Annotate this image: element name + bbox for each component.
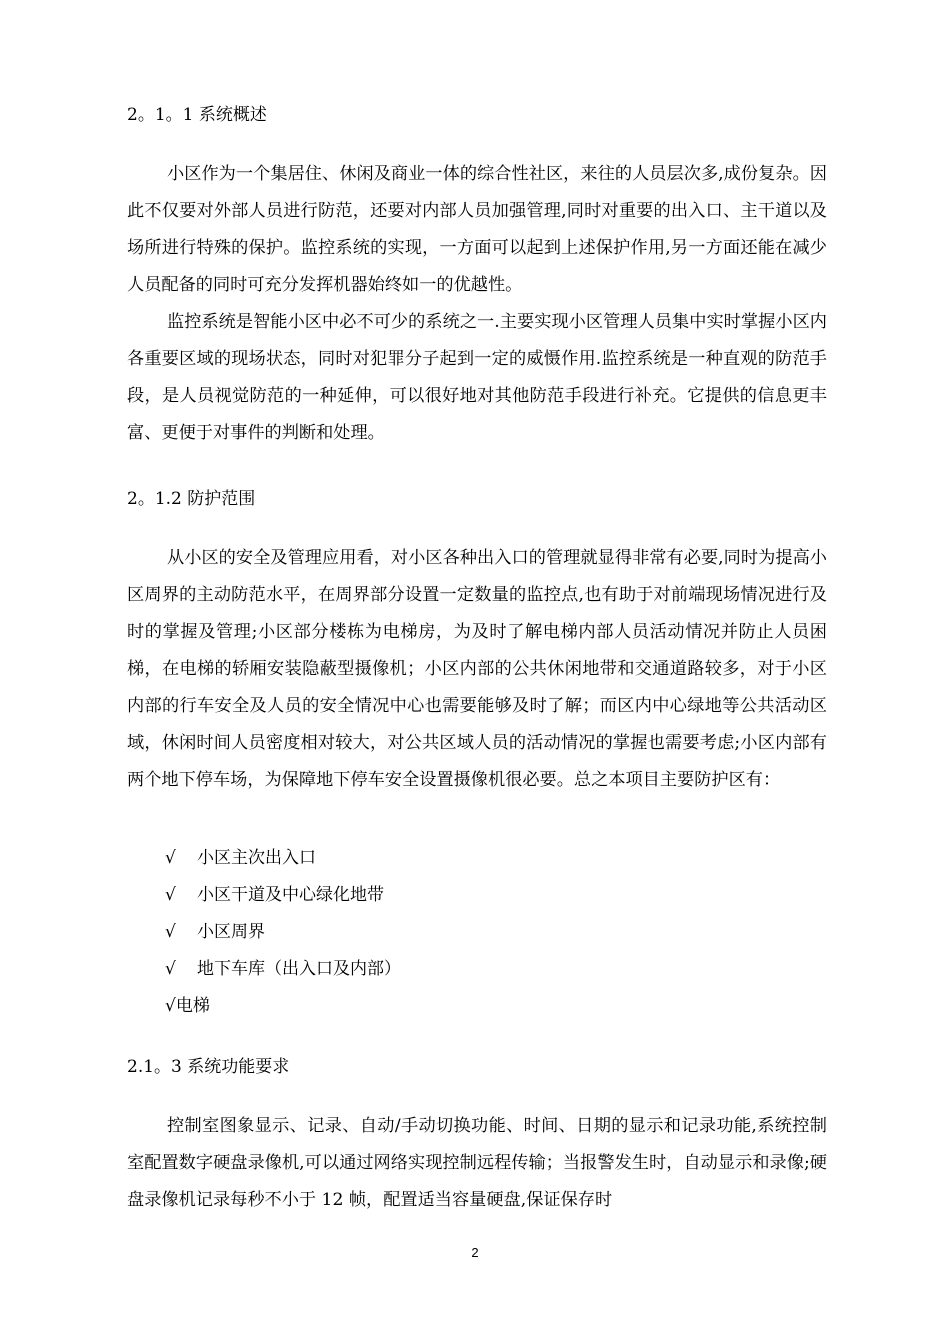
- check-mark-icon: √: [165, 885, 176, 905]
- protection-area-item: [165, 996, 210, 1016]
- check-mark-icon: √: [165, 959, 176, 979]
- page-number: 2: [471, 1245, 479, 1260]
- protection-area-label: 小区干道及中心绿化地带: [197, 885, 384, 905]
- protection-area-label: 地下车库（出入口及内部）: [197, 959, 401, 979]
- check-mark-icon: √: [165, 922, 176, 942]
- section-heading-2-1-3: 2.1。3 系统功能要求: [127, 1057, 290, 1077]
- protection-area-label: 电梯: [175, 996, 210, 1016]
- protection-area-item: [165, 922, 265, 942]
- protection-area-item: [165, 959, 401, 979]
- protection-area-label: 小区周界: [197, 922, 265, 942]
- check-mark-icon: √: [165, 848, 176, 868]
- protection-area-label: 小区主次出入口: [197, 848, 316, 868]
- paragraph-function-requirements: 控制室图象显示、记录、自动/手动切换功能、时间、日期的显示和记录功能,系统控制室配置数字硬盘录像机,可以通过网络实现控制远程传输；当报警发生时，自动显示和录像;硬盘录像机记录每秒不小于 12 帧，配置适当容量硬盘,保证保存时: [127, 1116, 827, 1210]
- protection-area-item: [165, 885, 384, 905]
- paragraph-overview-1: 小区作为一个集居住、休闲及商业一体的综合性社区，来往的人员层次多,成份复杂。因此不仅要对外部人员进行防范，还要对内部人员加强管理,同时对重要的出入口、主干道以及场所进行特殊的保护。监控系统的实现，一方面可以起到上述保护作用,另一方面还能在减少人员配备的同时可充分发挥机器始终如一的优越性。: [127, 164, 827, 295]
- paragraph-overview-2: 监控系统是智能小区中必不可少的系统之一.主要实现小区管理人员集中实时掌握小区内各重要区域的现场状态，同时对犯罪分子起到一定的威慑作用.监控系统是一种直观的防范手段，是人员视觉防范的一种延伸，可以很好地对其他防范手段进行补充。它提供的信息更丰富、更便于对事件的判断和处理。: [127, 312, 827, 443]
- check-mark-icon: √: [165, 996, 176, 1016]
- section-heading-2-1-2: 2。1.2 防护范围: [127, 489, 256, 509]
- protection-area-item: [165, 848, 316, 868]
- section-heading-2-1-1: 2。1。1 系统概述: [127, 105, 267, 125]
- paragraph-protection-scope: 从小区的安全及管理应用看，对小区各种出入口的管理就显得非常有必要,同时为提高小区周界的主动防范水平，在周界部分设置一定数量的监控点,也有助于对前端现场情况进行及时的掌握及管理;小区部分楼栋为电梯房，为及时了解电梯内部人员活动情况并防止人员困梯，在电梯的轿厢安装隐蔽型摄像机；小区内部的公共休闲地带和交通道路较多，对于小区内部的行车安全及人员的安全情况中心也需要能够及时了解；而区内中心绿地等公共活动区域，休闲时间人员密度相对较大，对公共区域人员的活动情况的掌握也需要考虑;小区内部有两个地下停车场，为保障地下停车安全设置摄像机很必要。总之本项目主要防护区有：: [127, 548, 827, 790]
